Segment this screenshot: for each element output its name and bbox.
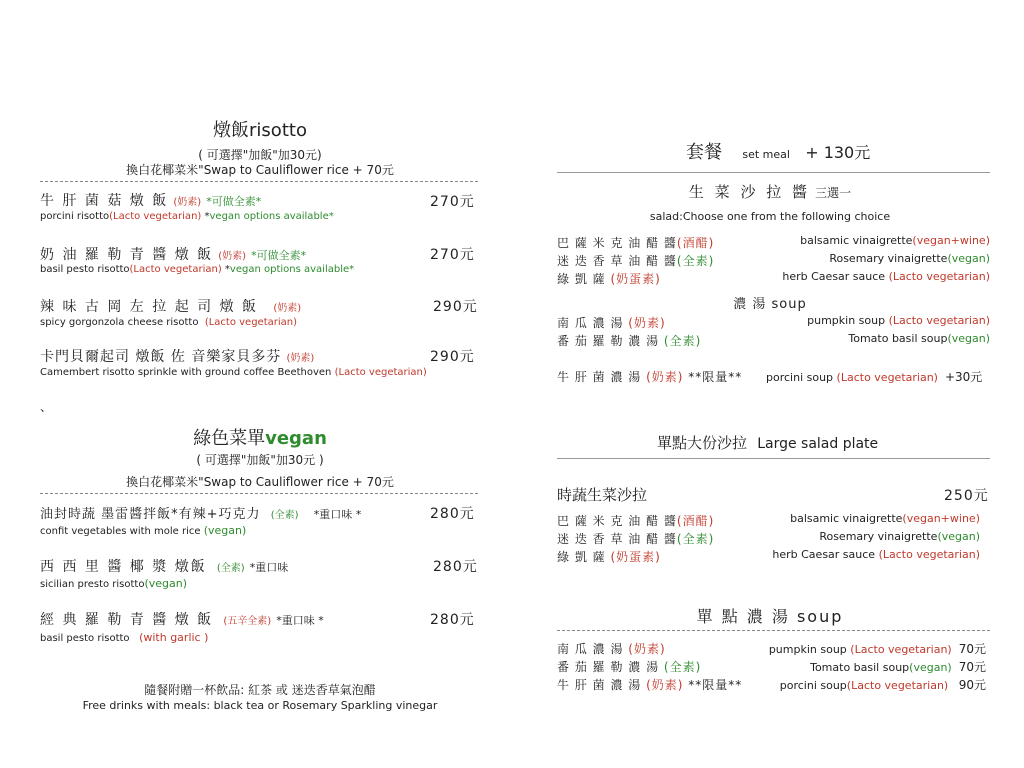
item-price: 290元 bbox=[433, 299, 478, 315]
item-english bbox=[40, 524, 246, 537]
set-meal-title-zh: 套餐 bbox=[686, 142, 722, 163]
vegan-title-en: vegan bbox=[265, 428, 327, 449]
soup-en-tag: (vegan) bbox=[947, 332, 990, 345]
item-english bbox=[40, 264, 354, 275]
soup-single-title: 單 點 濃 湯 soup bbox=[696, 607, 844, 626]
item-en-name: Camembert risotto sprinkle with ground coffee Beethoven bbox=[40, 367, 332, 378]
dressing-zh-tag: (酒醋) bbox=[676, 514, 715, 528]
soup-price: 70元 bbox=[958, 660, 986, 674]
soup-zh-tag: (全素) bbox=[663, 334, 702, 348]
soup-en-tag: (vegan) bbox=[909, 661, 952, 674]
dressing-en-tag: (vegan) bbox=[937, 530, 980, 543]
menu-item-mole-rice bbox=[40, 503, 361, 522]
menu-item-garlic-pesto-risotto bbox=[40, 609, 324, 629]
dressing-zh: 綠 凱 薩 bbox=[557, 272, 606, 286]
soup-zh-tag: (全素) bbox=[663, 660, 702, 674]
soup-en-tag: (Lacto vegetarian) bbox=[846, 679, 949, 692]
item-english bbox=[40, 577, 187, 590]
item-tag: (奶素) bbox=[173, 197, 202, 208]
dressing-zh-tag: (酒醋) bbox=[676, 236, 715, 250]
soup-zh-tag: (奶素) bbox=[646, 678, 684, 692]
item-name: 奶 油 羅 勒 青 醬 燉 飯 bbox=[40, 247, 214, 263]
ls-dressing-rosemary-en bbox=[690, 530, 980, 543]
set-meal-title bbox=[686, 138, 870, 164]
soup-row-tomato-zh bbox=[557, 332, 701, 349]
item-en-opt-pre: * bbox=[201, 211, 210, 222]
item-price: 270元 bbox=[430, 247, 475, 263]
dressing-en: herb Caesar sauce bbox=[772, 548, 879, 561]
item-tag: (全素) bbox=[216, 563, 245, 574]
menu-item-porcini-risotto bbox=[40, 190, 261, 210]
risotto-divider bbox=[40, 181, 478, 182]
soup-zh-tag: (奶素) bbox=[646, 370, 684, 384]
dressing-en-tag: (Lacto vegetarian) bbox=[888, 270, 990, 283]
vegan-cauliflower-note: 換白花椰菜米"Swap to Cauliflower rice + 70元 bbox=[126, 475, 394, 489]
item-name: 油封時蔬 墨雷醬拌飯*有辣+巧克力 bbox=[40, 507, 261, 522]
item-extra: *重口味 * bbox=[313, 508, 362, 521]
item-tag: (奶素) bbox=[286, 353, 315, 364]
item-en-name: sicilian presto risotto bbox=[40, 579, 145, 590]
item-name: 卡門貝爾起司 燉飯 佐 音樂家貝多芬 bbox=[40, 349, 282, 365]
dressing-zh: 巴 薩 米 克 油 醋 醬 bbox=[557, 514, 677, 528]
soup-limited: **限量** bbox=[683, 678, 743, 692]
dressing-zh-tag: (奶蛋素) bbox=[610, 272, 661, 286]
menu-item-gorgonzola-risotto bbox=[40, 296, 301, 316]
soup-en: pumpkin soup bbox=[768, 643, 851, 656]
item-name: 辣 味 古 岡 左 拉 起 司 燉 飯 bbox=[40, 299, 259, 315]
large-salad-item-price: 250元 bbox=[944, 488, 989, 504]
soup-en-tag: (Lacto vegetarian) bbox=[888, 314, 990, 327]
dressing-zh: 綠 凱 薩 bbox=[557, 550, 606, 564]
soup-en: porcini soup bbox=[766, 371, 837, 384]
item-en-tag: (Lacto vegetarian) bbox=[109, 211, 202, 222]
item-price: 290元 bbox=[430, 349, 475, 365]
large-salad-item-name: 時蔬生菜沙拉 bbox=[557, 486, 648, 504]
item-name: 西 西 里 醬 椰 漿 燉飯 bbox=[40, 559, 207, 575]
dressing-zh-tag: (奶蛋素) bbox=[610, 550, 661, 564]
soup-zh: 番 茄 羅 勒 濃 湯 bbox=[557, 334, 660, 348]
dressing-zh-tag: (全素) bbox=[676, 532, 715, 546]
dressing-en: balsamic vinaigrette bbox=[790, 512, 903, 525]
item-english bbox=[40, 367, 427, 378]
item-en-tag: (Lacto vegetarian) bbox=[334, 367, 427, 378]
soup-zh: 番 茄 羅 勒 濃 湯 bbox=[557, 660, 660, 674]
soup-price: +30元 bbox=[944, 370, 983, 384]
soup-zh: 牛 肝 菌 濃 湯 bbox=[557, 678, 642, 692]
item-en-tag: (vegan) bbox=[144, 577, 188, 590]
soup-row-pumpkin-zh bbox=[557, 314, 666, 331]
dressing-zh: 巴 薩 米 克 油 醋 醬 bbox=[557, 236, 677, 250]
item-tag: (奶素) bbox=[218, 251, 247, 262]
soup-zh: 南 瓜 濃 湯 bbox=[557, 316, 624, 330]
item-en-opt-vegan: vegan bbox=[209, 211, 241, 222]
item-price: 270元 bbox=[430, 194, 475, 210]
set-meal-price: + 130元 bbox=[805, 143, 871, 162]
dressing-en-tag: (Lacto vegetarian) bbox=[878, 548, 980, 561]
drinks-note-zh: 隨餐附贈一杯飲品: 紅茶 或 迷迭香草氣泡醋 bbox=[144, 683, 376, 697]
item-tag: (五辛全素) bbox=[223, 616, 272, 627]
item-name: 經 典 羅 勒 青 醬 燉 飯 bbox=[40, 612, 214, 628]
item-price: 280元 bbox=[430, 612, 475, 628]
soup-limited: **限量** bbox=[683, 370, 743, 384]
drinks-note-en: Free drinks with meals: black tea or Rosemary Sparkling vinegar bbox=[82, 699, 438, 712]
salad-dressing-title-zh: 生 菜 沙 拉 醬 bbox=[688, 183, 810, 201]
dressing-en: Rosemary vinaigrette bbox=[819, 530, 938, 543]
salad-dressing-subtitle: salad:Choose one from the following choice bbox=[649, 210, 891, 223]
item-option: *可做全素* bbox=[251, 249, 307, 262]
soup-row-porcini-en bbox=[766, 368, 982, 385]
risotto-title: 燉飯risotto bbox=[213, 120, 307, 141]
item-en-opt-vegan: vegan bbox=[229, 264, 261, 275]
soup-row-pumpkin-en bbox=[700, 314, 990, 327]
dressing-zh-tag: (全素) bbox=[676, 254, 715, 268]
risotto-cauliflower-note: 換白花椰菜米"Swap to Cauliflower rice + 70元 bbox=[126, 163, 394, 177]
risotto-rice-note: ( 可選擇"加飯"加30元) bbox=[198, 148, 322, 162]
item-en-tag: (Lacto vegetarian) bbox=[129, 264, 222, 275]
menu-item-camembert-risotto bbox=[40, 346, 314, 366]
soup-en-tag: (Lacto vegetarian) bbox=[850, 643, 952, 656]
soup-en: porcini soup bbox=[779, 679, 847, 692]
item-en-tag: (with garlic ) bbox=[139, 631, 209, 644]
ls-dressing-caesar-en bbox=[690, 548, 980, 561]
soup-price: 90元 bbox=[958, 678, 986, 692]
item-en-name: spicy gorgonzola cheese risotto bbox=[40, 317, 199, 328]
item-price: 280元 bbox=[433, 559, 478, 575]
dressing-row-caesar-en bbox=[700, 270, 990, 283]
large-salad-divider bbox=[557, 458, 990, 459]
soup-title: 濃 湯 soup bbox=[733, 297, 807, 312]
set-meal-title-en: set meal bbox=[742, 148, 790, 161]
dressing-row-balsamic-en bbox=[700, 234, 990, 247]
vegan-title bbox=[160, 424, 360, 450]
dressing-zh: 迷 迭 香 草 油 醋 醬 bbox=[557, 532, 677, 546]
item-en-opt-post: options available* bbox=[240, 211, 334, 222]
item-option: *可做全素* bbox=[206, 195, 262, 208]
ss-row-tomato-en bbox=[660, 658, 986, 675]
item-tag: (奶素) bbox=[273, 303, 302, 314]
item-name: 牛 肝 菌 菇 燉 飯 bbox=[40, 193, 169, 209]
soup-zh: 牛 肝 菌 濃 湯 bbox=[557, 370, 642, 384]
salad-choose-count: 三選一 bbox=[815, 186, 852, 200]
item-extra: *重口味 * bbox=[276, 614, 324, 627]
dressing-row-caesar-zh bbox=[557, 270, 661, 287]
soup-en: pumpkin soup bbox=[807, 314, 889, 327]
ss-row-pumpkin-en bbox=[660, 640, 986, 657]
item-en-name: basil pesto risotto bbox=[40, 264, 130, 275]
dressing-zh: 迷 迭 香 草 油 醋 醬 bbox=[557, 254, 677, 268]
dressing-en-tag: (vegan+wine) bbox=[912, 234, 990, 247]
item-en-tag: (Lacto vegetarian) bbox=[204, 317, 298, 328]
item-en-opt-pre: * bbox=[221, 264, 230, 275]
dressing-row-balsamic-zh bbox=[557, 234, 714, 251]
large-salad-title bbox=[657, 432, 878, 453]
vegan-divider bbox=[40, 493, 478, 494]
item-english bbox=[40, 211, 334, 222]
salad-dressing-title bbox=[620, 181, 920, 202]
soup-zh-tag: (奶素) bbox=[628, 316, 666, 330]
soup-en: Tomato basil soup bbox=[810, 661, 910, 674]
item-en-tag: (vegan) bbox=[203, 524, 247, 537]
item-english bbox=[40, 317, 297, 328]
soup-zh-tag: (奶素) bbox=[628, 642, 666, 656]
dressing-en-tag: (vegan+wine) bbox=[902, 512, 980, 525]
large-salad-title-zh: 單點大份沙拉 bbox=[657, 434, 748, 452]
ls-dressing-caesar-zh bbox=[557, 548, 661, 565]
dressing-en: balsamic vinaigrette bbox=[800, 234, 913, 247]
large-salad-title-en: Large salad plate bbox=[757, 436, 879, 452]
set-meal-divider bbox=[557, 172, 990, 173]
item-en-opt-post: options available* bbox=[260, 264, 355, 275]
item-price: 280元 bbox=[430, 506, 475, 522]
soup-en-tag: (Lacto vegetarian) bbox=[836, 371, 938, 384]
item-en-name: confit vegetables with mole rice bbox=[40, 526, 201, 537]
soup-price: 70元 bbox=[958, 642, 986, 656]
soup-row-porcini-zh bbox=[557, 368, 742, 385]
item-tag: (全素) bbox=[270, 510, 299, 521]
ss-row-porcini-en bbox=[660, 676, 986, 693]
ls-dressing-balsamic-en bbox=[690, 512, 980, 525]
dressing-en: Rosemary vinaigrette bbox=[829, 252, 948, 265]
item-english bbox=[40, 631, 208, 644]
menu-item-sicilian-risotto bbox=[40, 556, 288, 576]
dressing-en-tag: (vegan) bbox=[947, 252, 990, 265]
soup-en: Tomato basil soup bbox=[848, 332, 948, 345]
menu-item-basil-risotto bbox=[40, 244, 306, 264]
item-en-name: basil pesto risotto bbox=[40, 633, 130, 644]
dressing-en: herb Caesar sauce bbox=[782, 270, 889, 283]
vegan-rice-note: ( 可選擇"加飯"加30元 ) bbox=[196, 453, 324, 467]
dressing-row-rosemary-en bbox=[700, 252, 990, 265]
item-extra: *重口味 bbox=[249, 561, 289, 574]
vegan-title-zh: 綠色菜單 bbox=[193, 428, 266, 449]
stray-mark: 、 bbox=[40, 400, 53, 414]
soup-row-tomato-en bbox=[700, 332, 990, 345]
item-en-name: porcini risotto bbox=[40, 211, 110, 222]
soup-zh: 南 瓜 濃 湯 bbox=[557, 642, 624, 656]
soup-single-divider bbox=[557, 630, 990, 631]
dressing-row-rosemary-zh bbox=[557, 252, 714, 269]
ss-row-pumpkin-zh bbox=[557, 640, 666, 657]
